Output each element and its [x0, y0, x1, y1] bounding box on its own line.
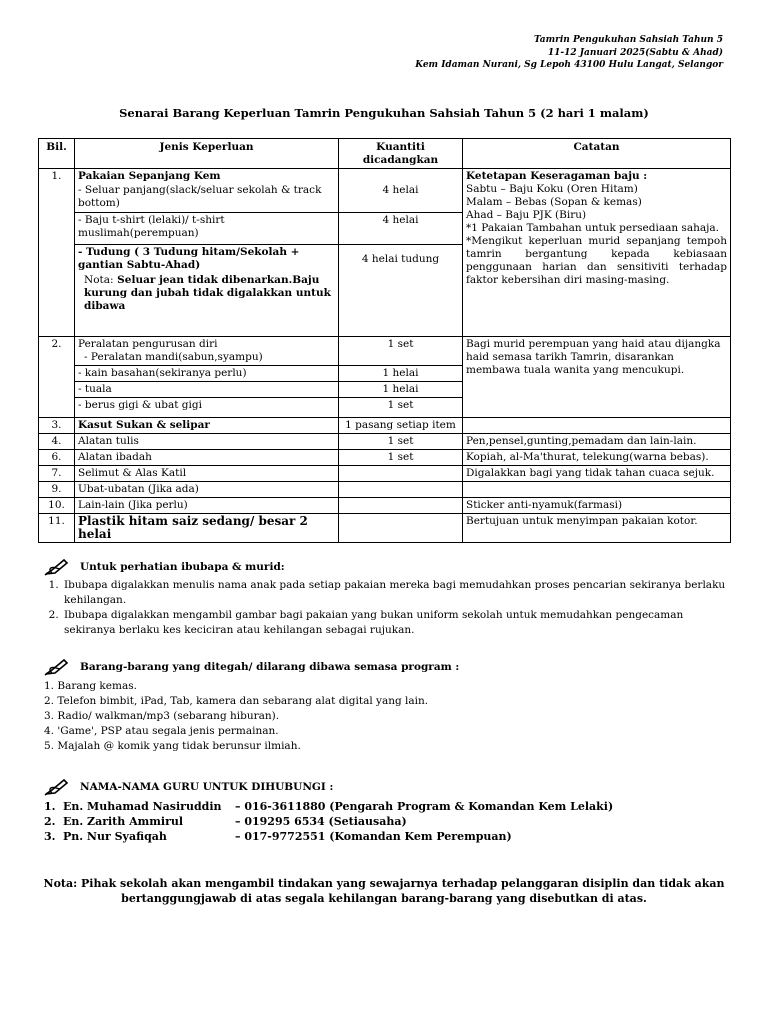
footer-note-line: bertanggungjawab di atas segala kehilangan barang-barang yang disebutkan di atas. — [121, 892, 647, 905]
item-nota — [78, 274, 335, 313]
contacts-title — [44, 778, 734, 796]
item-quantity — [339, 513, 463, 542]
table-row — [39, 417, 731, 433]
perhatian-title — [44, 558, 734, 576]
item-name: - Baju t-shirt (lelaki)/ t-shirt muslimah(perempuan) — [75, 212, 339, 244]
contact-name: En. Zarith Ammirul — [63, 815, 184, 828]
item-note: Pen,pensel,gunting,pemadam dan lain-lain. — [463, 433, 731, 449]
item-category: Pakaian Sepanjang Kem — [75, 169, 339, 184]
dilarang-title — [44, 658, 734, 676]
dilarang-list — [44, 679, 734, 754]
note-line: *Mengikut keperluan murid sepanjang tempoh tamrin bergantung kepada kebiasaan penggunaan harian dan sensitiviti terhadap faktor kebersihan diri masing-masing. — [466, 235, 727, 286]
contact-row — [44, 799, 734, 814]
item-name-text: - Peralatan mandi(sabun,syampu) — [84, 350, 263, 363]
contact-detail: – 019295 6534 (Setiausaha) — [235, 815, 407, 828]
contact-number: 2. — [44, 815, 56, 828]
item-category: Peralatan pengurusan diri — [78, 337, 218, 350]
item-note: Digalakkan bagi yang tidak tahan cuaca sejuk. — [463, 465, 731, 481]
perhatian-list — [44, 578, 734, 638]
list-item: 4. 'Game', PSP atau segala jenis permainan. — [44, 725, 279, 737]
footer-note-line: Nota: Pihak sekolah akan mengambil tindakan yang sewajarnya terhadap pelanggaran disiplin dan tidak akan — [43, 877, 725, 890]
item-name: - berus gigi & ubat gigi — [75, 397, 339, 417]
row-number: 4. — [39, 433, 75, 449]
perhatian-title-text: Untuk perhatian ibubapa & murid: — [80, 560, 285, 573]
item-name: Alatan tulis — [75, 433, 339, 449]
contacts-section — [44, 778, 734, 844]
item-quantity: 1 helai — [339, 365, 463, 381]
row-number: 1. — [39, 169, 75, 337]
note-line: Malam – Bebas (Sopan & kemas) — [466, 196, 642, 208]
footer-note — [0, 876, 768, 906]
table-row — [39, 481, 731, 497]
list-item: 1. Barang kemas. — [44, 680, 137, 692]
contact-row — [44, 814, 734, 829]
contacts-title-text: NAMA-NAMA GURU UNTUK DIHUBUNGI : — [80, 780, 334, 793]
item-note: Bertujuan untuk menyimpan pakaian kotor. — [463, 513, 731, 542]
row-number: 11. — [39, 513, 75, 542]
item-quantity: 1 set — [339, 433, 463, 449]
document-title: Senarai Barang Keperluan Tamrin Pengukuhan Sahsiah Tahun 5 (2 hari 1 malam) — [119, 106, 649, 120]
item-name — [75, 336, 339, 365]
item-name — [75, 244, 339, 336]
item-name: Kasut Sukan & selipar — [75, 417, 339, 433]
header-program-name: Tamrin Pengukuhan Sahsiah Tahun 5 — [533, 35, 723, 45]
item-quantity: 4 helai tudung — [339, 244, 463, 336]
item-name: Ubat-ubatan (Jika ada) — [75, 481, 339, 497]
row-number: 10. — [39, 497, 75, 513]
table-row — [39, 169, 731, 184]
row-number: 7. — [39, 465, 75, 481]
item-quantity: 4 helai — [339, 212, 463, 244]
note-line: Ahad – Baju PJK (Biru) — [466, 209, 587, 221]
item-quantity — [339, 465, 463, 481]
item-quantity: 1 pasang setiap item — [339, 417, 463, 433]
contact-row — [44, 829, 734, 844]
writing-hand-icon — [44, 778, 70, 796]
item-note: Bagi murid perempuan yang haid atau dijangka haid semasa tarikh Tamrin, disarankan membawa tuala wanita yang mencukupi. — [463, 336, 731, 417]
item-quantity: 4 helai — [339, 183, 463, 212]
col-header-kuantiti: Kuantiti dicadangkan — [339, 139, 463, 169]
table-row — [39, 465, 731, 481]
row-number: 3. — [39, 417, 75, 433]
items-table — [38, 138, 731, 543]
item-name: Lain-lain (Jika perlu) — [75, 497, 339, 513]
note-line: Sabtu – Baju Koku (Oren Hitam) — [466, 183, 638, 195]
item-quantity: 1 set — [339, 449, 463, 465]
table-row — [39, 336, 731, 365]
list-item: 3. Radio/ walkman/mp3 (sebarang hiburan). — [44, 710, 280, 722]
item-note — [463, 481, 731, 497]
contact-name: Pn. Nur Syafiqah — [63, 830, 167, 843]
table-row — [39, 449, 731, 465]
item-name: Alatan ibadah — [75, 449, 339, 465]
item-note: Sticker anti-nyamuk(farmasi) — [463, 497, 731, 513]
contact-number: 3. — [44, 830, 56, 843]
row-number: 2. — [39, 336, 75, 417]
contact-detail: – 017-9772551 (Komandan Kem Perempuan) — [235, 830, 512, 843]
note-line: *1 Pakaian Tambahan untuk persediaan sahaja. — [466, 222, 719, 234]
col-header-catatan: Catatan — [463, 139, 731, 169]
nota-label: Nota: — [84, 273, 114, 286]
header-location: Kem Idaman Nurani, Sg Lepoh 43100 Hulu Langat, Selangor — [415, 60, 723, 70]
list-item: 1. Ibubapa digalakkan menulis nama anak pada setiap pakaian mereka bagi memudahkan proses pencarian sekiranya berlaku kehilangan. — [62, 578, 734, 608]
header-date: 11-12 Januari 2025(Sabtu & Ahad) — [547, 47, 723, 58]
item-note — [463, 417, 731, 433]
item-name: Selimut & Alas Katil — [75, 465, 339, 481]
note-title: Ketetapan Keseragaman baju : — [466, 170, 648, 182]
item-name: - kain basahan(sekiranya perlu) — [75, 365, 339, 381]
item-quantity — [339, 497, 463, 513]
item-name-text: - Tudung ( 3 Tudung hitam/Sekolah + gantian Sabtu-Ahad) — [78, 245, 300, 271]
table-row — [39, 433, 731, 449]
table-row — [39, 513, 731, 542]
item-note: Kopiah, al-Ma'thurat, telekung(warna bebas). — [463, 449, 731, 465]
item-name: Plastik hitam saiz sedang/ besar 2 helai — [75, 513, 339, 542]
contacts-list — [44, 799, 734, 844]
list-item: 2. Telefon bimbit, iPad, Tab, kamera dan sebarang alat digital yang lain. — [44, 695, 429, 707]
writing-hand-icon — [44, 558, 70, 576]
perhatian-section — [44, 558, 734, 638]
writing-hand-icon — [44, 658, 70, 676]
col-header-jenis: Jenis Keperluan — [75, 139, 339, 169]
contact-detail: – 016-3611880 (Pengarah Program & Komandan Kem Lelaki) — [235, 800, 614, 813]
dilarang-section — [44, 658, 734, 754]
col-header-bil: Bil. — [39, 139, 75, 169]
table-row — [39, 497, 731, 513]
item-name: - Seluar panjang(slack/seluar sekolah & track bottom) — [75, 183, 339, 212]
contact-number: 1. — [44, 800, 56, 813]
contact-name: En. Muhamad Nasiruddin — [63, 800, 222, 813]
table-header-row — [39, 139, 731, 169]
dilarang-title-text: Barang-barang yang ditegah/ dilarang dibawa semasa program : — [80, 660, 460, 673]
list-item: 2. Ibubapa digalakkan mengambil gambar bagi pakaian yang bukan uniform sekolah untuk memudahkan pengecaman sekiranya berlaku kes keciciran atau kehilangan sebagai rujukan. — [62, 608, 734, 638]
item-name: - tuala — [75, 381, 339, 397]
list-item: 5. Majalah @ komik yang tidak berunsur ilmiah. — [44, 740, 301, 752]
program-header — [415, 34, 723, 72]
item-quantity: 1 helai — [339, 381, 463, 397]
row-number: 6. — [39, 449, 75, 465]
item-quantity — [339, 481, 463, 497]
item-note — [463, 169, 731, 337]
row-number: 9. — [39, 481, 75, 497]
nota-text: Seluar jean tidak dibenarkan.Baju kurung dan jubah tidak digalakkan untuk dibawa — [84, 273, 331, 312]
item-quantity: 1 set — [339, 397, 463, 417]
item-quantity: 1 set — [339, 336, 463, 365]
